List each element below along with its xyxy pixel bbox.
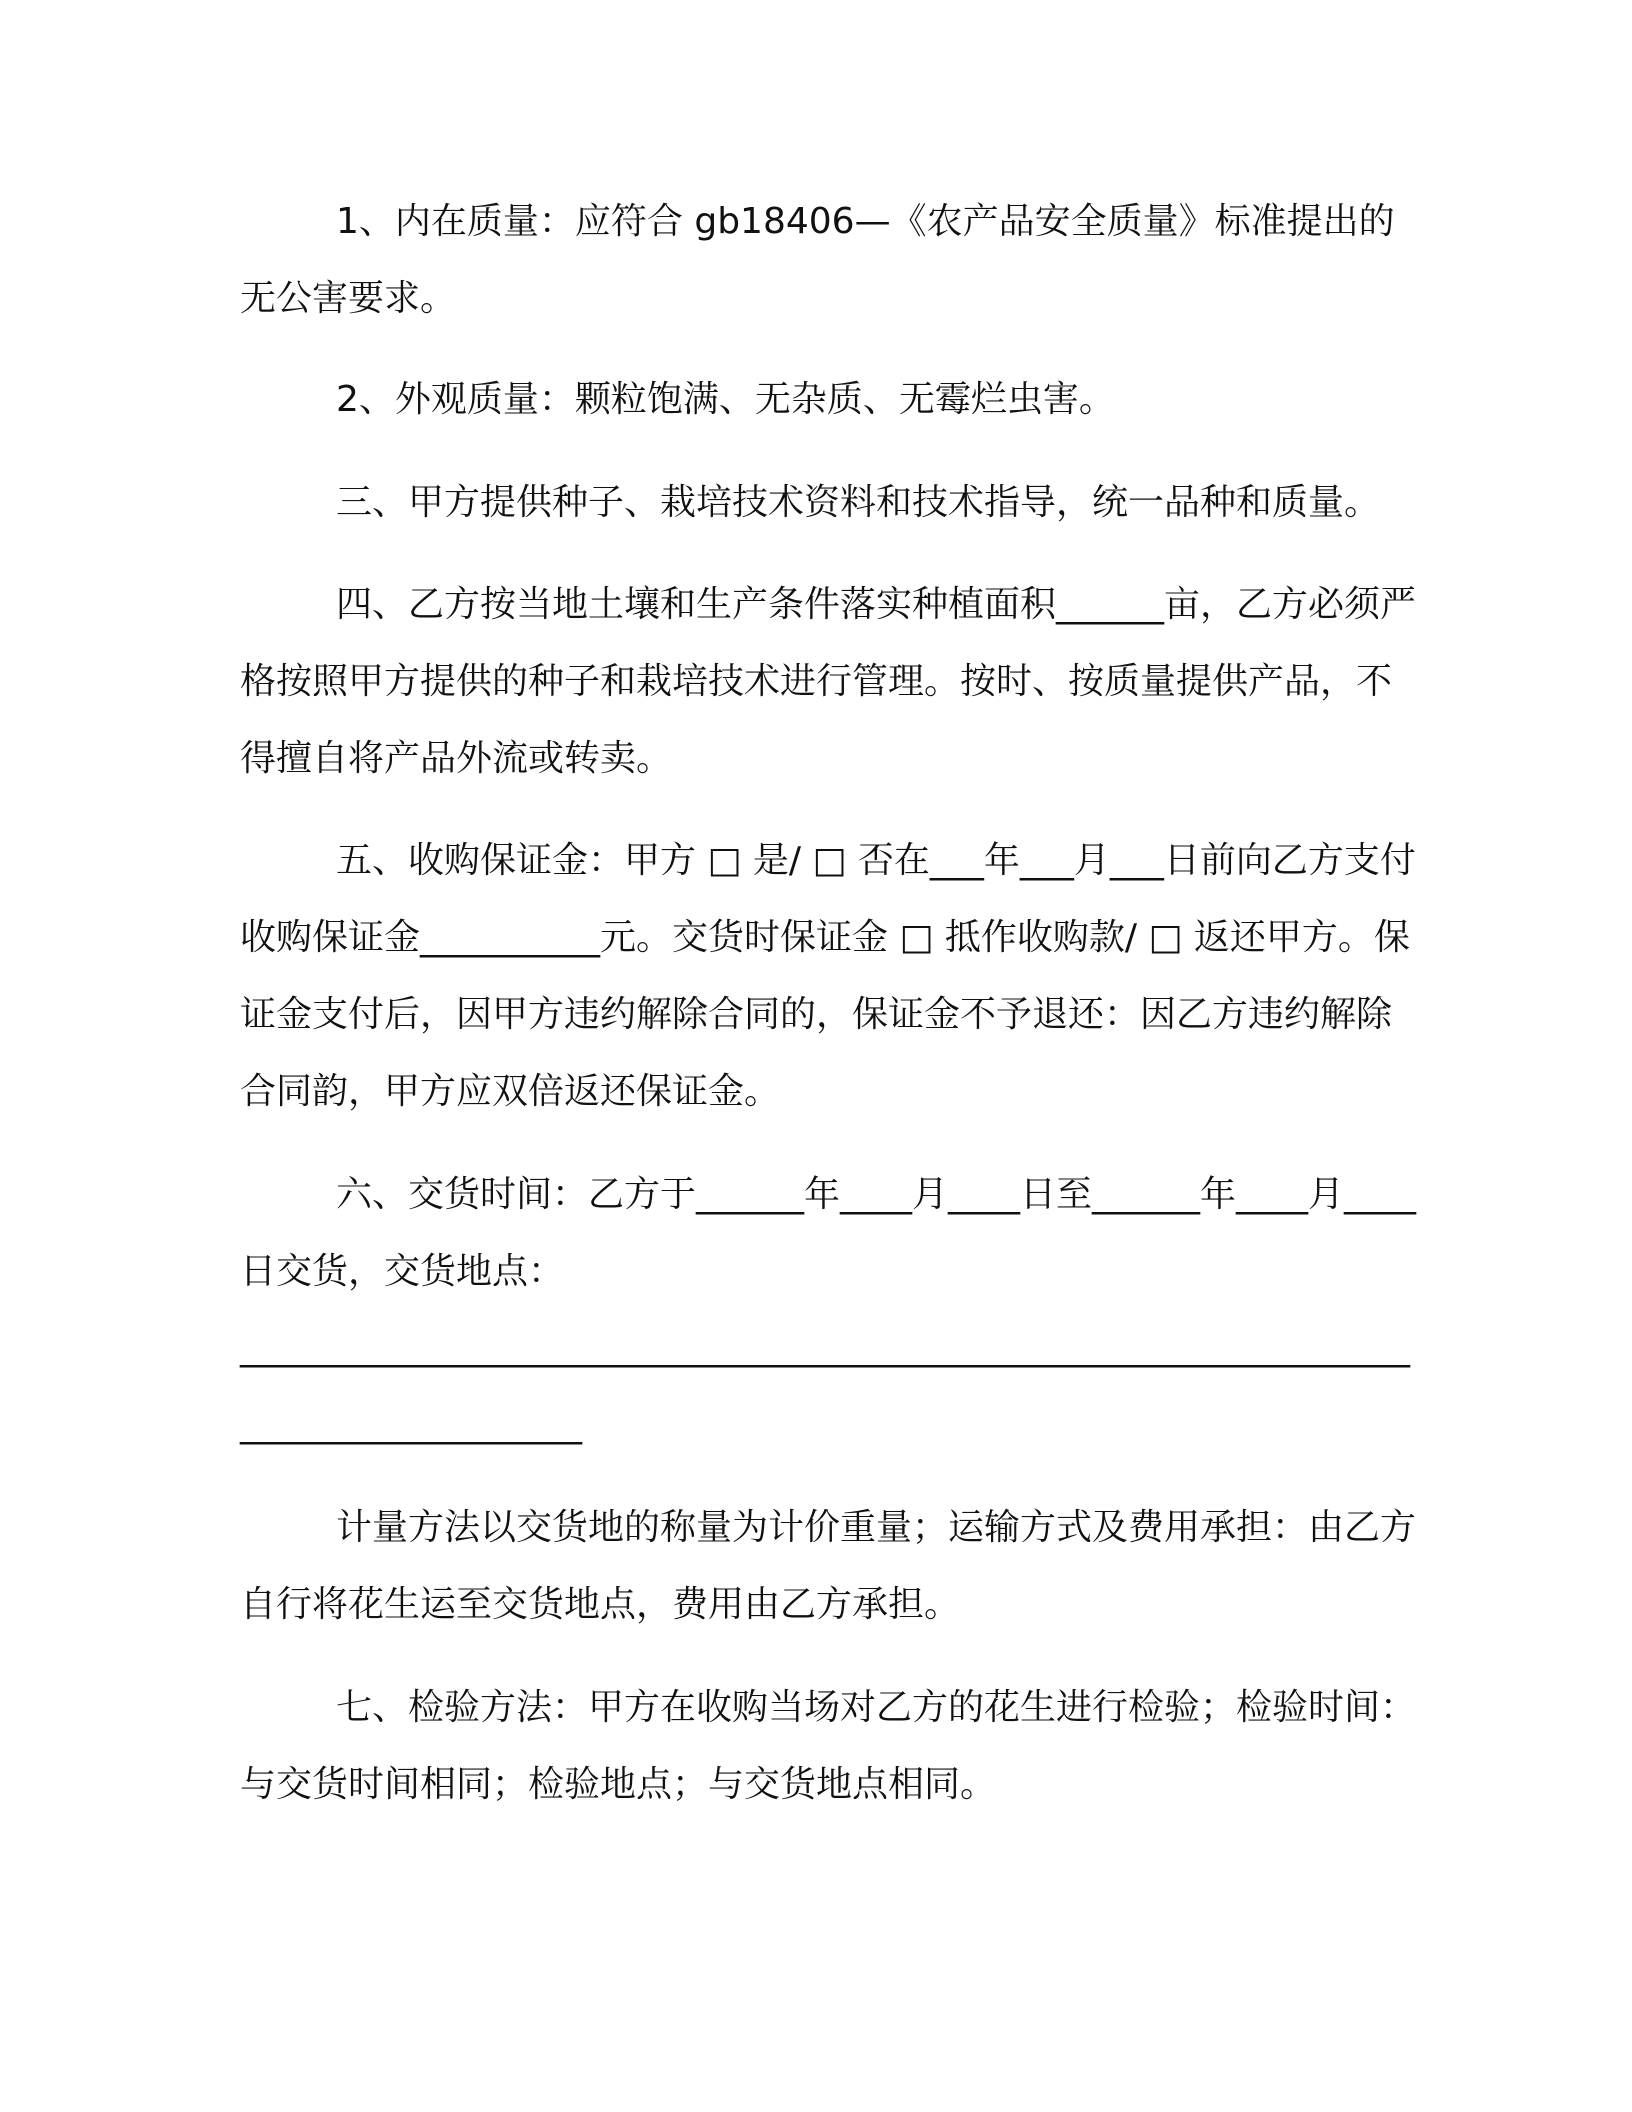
paragraph-delivery-location-blank: ____________________________________________________________________________________ [240,1327,1410,1445]
paragraph-appearance-quality: 2、外观质量：颗粒饱满、无杂质、无霉烂虫害。 [336,379,1115,420]
paragraph-measurement-method: 计量方法以交货地的称量为计价重量；运输方式及费用承担：由乙方自行将花生运至交货地点，费用由乙方承担。 [240,1507,1417,1625]
paragraph-clause-7: 七、检验方法：甲方在收购当场对乙方的花生进行检验；检验时间：与交货时间相同；检验地点；与交货地点相同。 [240,1687,1417,1805]
paragraph-clause-4: 四、乙方按当地土壤和生产条件落实种植面积______亩，乙方必须严格按照甲方提供的种子和栽培技术进行管理。按时、按质量提供产品，不得擅自将产品外流或转卖。 [240,584,1417,779]
paragraph-clause-6: 六、交货时间：乙方于______年____月____日至______年____月____日交货，交货地点： [240,1174,1417,1292]
paragraph-clause-5: 五、收购保证金：甲方 □ 是/ □ 否在___年___月___日前向乙方支付收购保证金__________元。交货时保证金 □ 抵作收购款/ □ 返还甲方。保证金支付后，因甲方违约解除合同的，保证金不予退还：因乙方违约解除合同韵，甲方应双倍返还保证金。 [240,840,1416,1112]
paragraph-inner-quality: 1、内在质量：应符合 gb18406—《农产品安全质量》标准提出的无公害要求。 [240,201,1395,319]
paragraph-clause-3: 三、甲方提供种子、栽培技术资料和技术指导，统一品种和质量。 [336,482,1381,523]
